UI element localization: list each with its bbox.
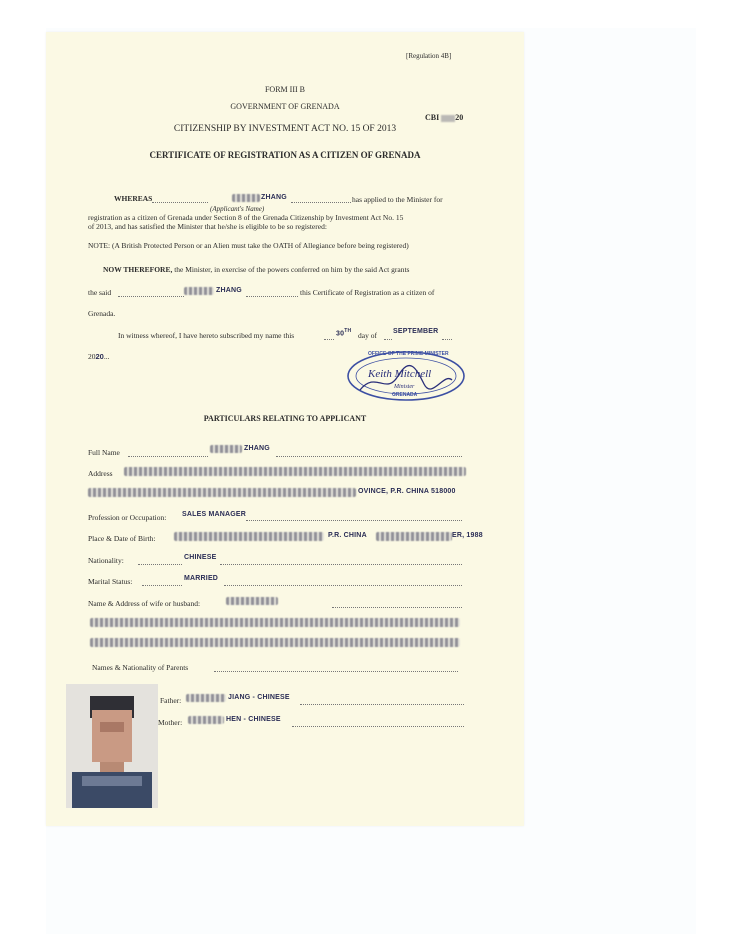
mother-value: HEN - CHINESE	[226, 716, 281, 723]
dotted-line	[118, 296, 184, 297]
redacted-spouse-address	[90, 618, 460, 627]
redacted-spouse	[226, 597, 278, 605]
signature: Keith Mitchell	[368, 368, 432, 380]
marital-value: MARRIED	[184, 575, 219, 582]
dotted-line	[224, 585, 462, 586]
said-rest: this Certificate of Registration as a citizen of	[300, 288, 435, 297]
redacted-father	[186, 694, 226, 702]
note-text: NOTE: (A British Protected Person or an Alien must take the OATH of Allegiance before being registered)	[88, 241, 409, 250]
photo-face	[92, 710, 132, 762]
cbi-ref-label: CBI	[425, 113, 440, 122]
dotted-line	[276, 456, 462, 457]
redacted-mother	[188, 716, 224, 724]
spouse-label: Name & Address of wife or husband:	[88, 599, 201, 608]
stamp-bottom-text: GRENADA	[392, 392, 418, 398]
redacted-name	[184, 287, 214, 295]
birth-label: Place & Date of Birth:	[88, 534, 156, 543]
nationality-value: CHINESE	[184, 554, 217, 561]
dotted-line	[324, 339, 334, 340]
the-said-label: the said	[88, 288, 112, 297]
witness-month: SEPTEMBER	[393, 328, 439, 335]
dotted-line	[384, 339, 392, 340]
year-suffix: 20	[95, 352, 104, 361]
stamp-top-text: OFFICE OF THE PRIME MINISTER	[368, 351, 449, 357]
witness-year: 2020...	[88, 352, 110, 361]
body-line-3: of 2013, and has satisfied the Minister that he/she is eligible to be so registered:	[88, 222, 327, 231]
cbi-number: 20	[455, 113, 464, 122]
now-therefore-rest: the Minister, in exercise of the powers conferred on him by the said Act grants	[174, 265, 410, 274]
particulars-heading: PARTICULARS RELATING TO APPLICANT	[203, 414, 367, 423]
stamp-minister-text: Minister	[394, 384, 415, 390]
now-therefore-line	[103, 265, 409, 274]
day-number: 30	[336, 330, 345, 338]
applicant-photo	[66, 684, 158, 808]
father-value: JIANG - CHINESE	[228, 694, 290, 701]
dotted-line	[138, 564, 182, 565]
witness-text: In witness whereof, I have hereto subscribed my name this	[118, 331, 295, 340]
redacted-address	[88, 488, 356, 497]
redacted-name	[232, 194, 260, 202]
dotted-line	[332, 607, 462, 608]
full-name-label: Full Name	[88, 448, 120, 457]
act-title: CITIZENSHIP BY INVESTMENT ACT NO. 15 OF 2013	[173, 124, 397, 134]
redacted-spouse-address	[90, 638, 460, 647]
birthplace-value: P.R. CHINA	[328, 532, 367, 539]
dotted-line	[214, 671, 458, 672]
photo-collar	[82, 776, 142, 786]
mother-label: Mother:	[158, 718, 183, 727]
body-line-2: registration as a citizen of Grenada under Section 8 of the Grenada Citizenship by Investment Act No. 15	[88, 213, 404, 222]
year-prefix: 20	[88, 352, 96, 361]
dotted-line	[128, 456, 208, 457]
profession-value: SALES MANAGER	[182, 511, 247, 518]
certificate-title: CERTIFICATE OF REGISTRATION AS A CITIZEN OF GRENADA	[149, 150, 421, 160]
redacted-address	[124, 467, 466, 476]
marital-label: Marital Status:	[88, 577, 133, 586]
address-value: OVINCE, P.R. CHINA 518000	[358, 488, 456, 495]
parents-label: Names & Nationality of Parents	[92, 663, 189, 672]
dotted-line	[246, 296, 298, 297]
father-label: Father:	[160, 696, 182, 705]
government-line: GOVERNMENT OF GRENADA	[230, 102, 340, 111]
address-label: Address	[88, 469, 113, 478]
whereas-label: WHEREAS	[114, 194, 153, 203]
dotted-line	[300, 704, 464, 705]
photo-eyes	[100, 722, 124, 732]
grenada-word: Grenada.	[88, 309, 116, 318]
dotted-line	[220, 564, 462, 565]
dotted-line	[291, 202, 351, 203]
nationality-label: Nationality:	[88, 556, 124, 565]
regulation-ref: [Regulation 4B]	[406, 52, 452, 60]
full-name-value: ZHANG	[244, 445, 270, 452]
redacted-name	[210, 445, 242, 453]
cbi-reference	[425, 113, 463, 122]
day-of-text: day of	[358, 331, 377, 340]
profession-label: Profession or Occupation:	[88, 513, 167, 522]
cbi-redacted	[441, 115, 455, 122]
redacted-birthdate	[376, 532, 452, 541]
now-therefore-label: NOW THEREFORE,	[103, 265, 173, 274]
dotted-line	[442, 339, 452, 340]
dotted-line	[152, 202, 208, 203]
whereas-name: ZHANG	[261, 194, 287, 201]
dotted-line	[246, 520, 462, 521]
redacted-birthplace	[174, 532, 324, 541]
witness-day	[336, 328, 351, 337]
whereas-rest: has applied to the Minister for	[352, 195, 443, 204]
day-suffix: TH	[344, 328, 352, 334]
official-stamp	[346, 350, 466, 402]
form-number: FORM III B	[264, 85, 305, 94]
dotted-line	[292, 726, 464, 727]
applicant-caption: (Applicant's Name)	[210, 205, 265, 213]
said-name: ZHANG	[216, 287, 242, 294]
birthdate-value: ER, 1988	[452, 532, 483, 539]
dotted-line	[142, 585, 182, 586]
